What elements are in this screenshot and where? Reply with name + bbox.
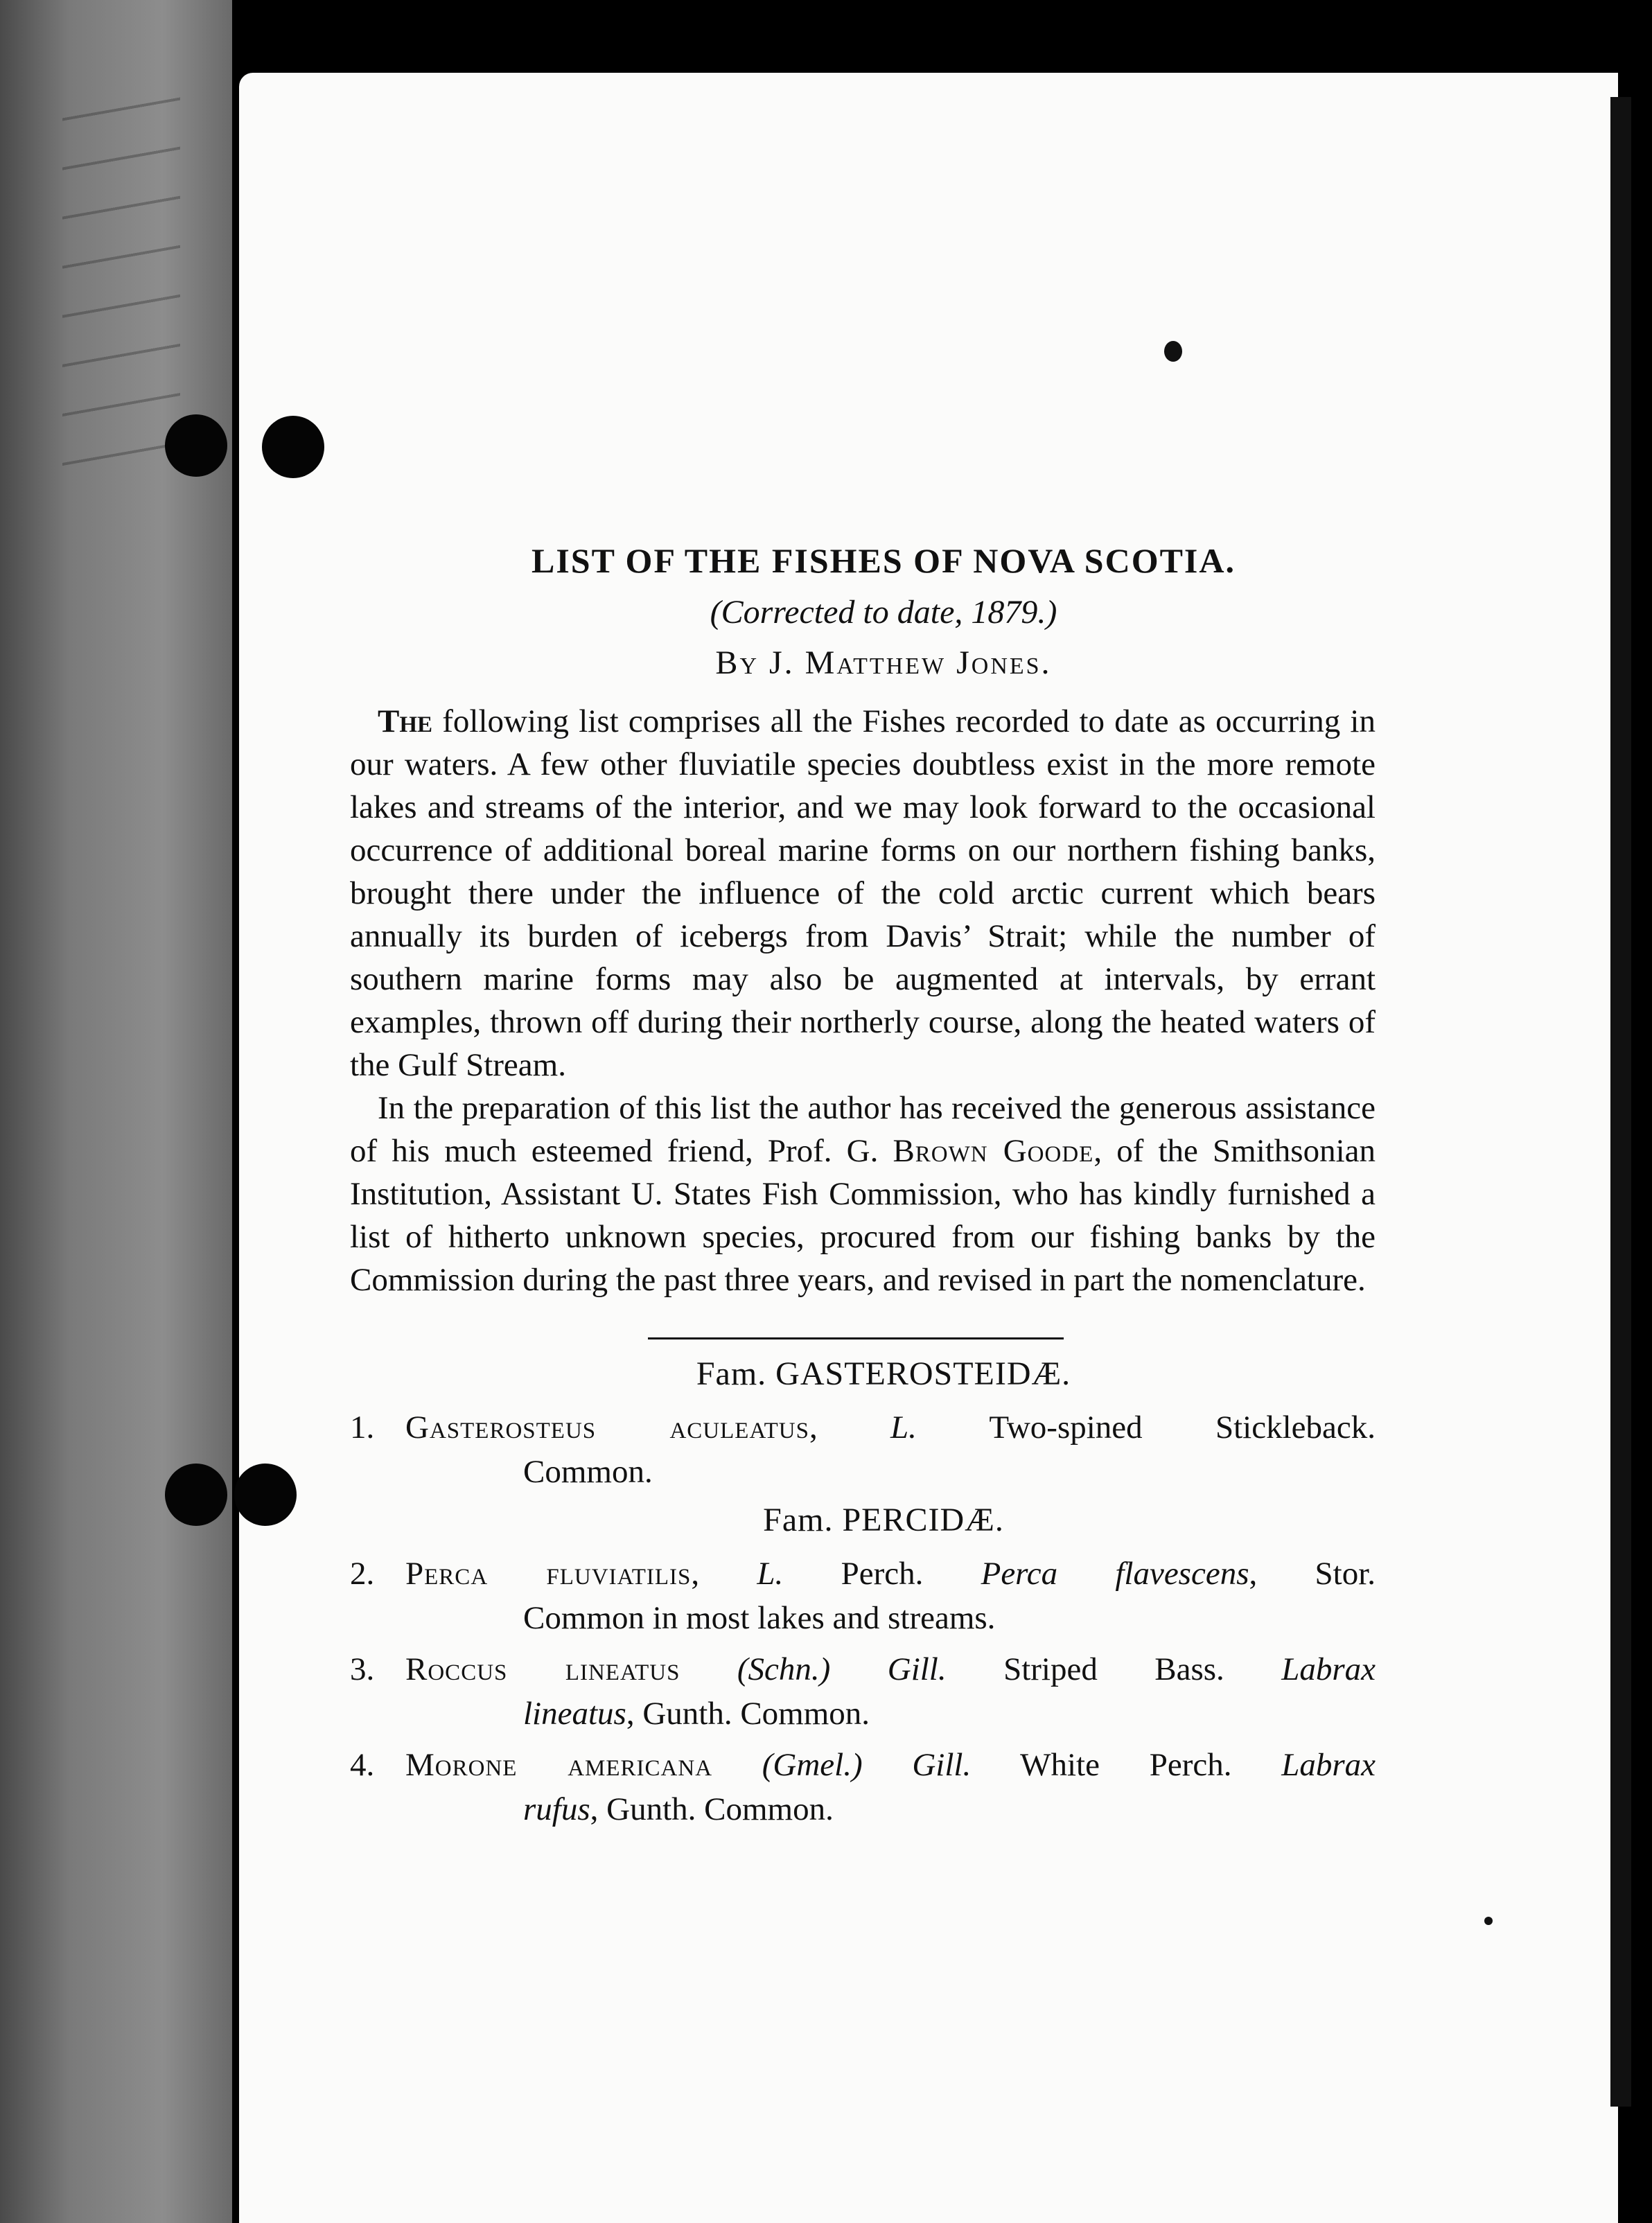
entry-line2: Common. [523,1454,653,1490]
synonym: Labrax [1281,1651,1376,1687]
handwritten-marks [62,97,180,485]
ack-text-a: In the preparation of this list the author has received the generous assistance of his much esteemed friend, Prof. G. [350,1090,1376,1169]
ink-speck-small [1484,1917,1493,1925]
entry-body [405,1743,1376,1831]
species-name: Roccus lineatus [405,1651,680,1687]
common-name: Perch. [841,1556,924,1592]
ack-name: Brown Goode [893,1133,1094,1169]
synonym: Labrax [1281,1747,1376,1783]
entry-line2: Common in most lakes and streams. [523,1600,996,1636]
entry-body [405,1647,1376,1736]
document-title: LIST OF THE FISHES OF NOVA SCOTIA. [531,541,1236,580]
ack-text-b: , of the Smithsonian Institution, Assistant U. States Fish Commission, who has kindly furnished a list of hitherto unknown species, procured from our fishing banks by the Commission during the past three years, and revised in part the nomenclature. [350,1133,1376,1298]
entry-line1 [405,1743,1376,1787]
ink-speck [1164,341,1182,362]
binding-hole-left-bottom [165,1464,227,1526]
species-authority: L. [757,1556,784,1592]
binding-hole-left-top [165,414,227,477]
entry-line1: Gasterosteus aculeatus, L. Two-spined Stickleback. [405,1409,1376,1446]
entry-line2-text: , Gunth. Common. [626,1696,870,1732]
entry-line2-text: , Gunth. Common. [590,1791,834,1827]
entry-line1 [405,1647,1376,1692]
entry-line2 [405,1787,1376,1831]
entry-line2 [405,1692,1376,1736]
binding-hole-right-bottom [234,1464,297,1526]
species-name: Gasterosteus aculeatus [405,1409,809,1446]
species-entry [350,1552,1376,1640]
species-entry [350,1743,1376,1831]
synonym-species: lineatus [523,1696,626,1732]
common-name: Striped Bass. [1003,1651,1224,1687]
entry-number: 4. [350,1747,375,1783]
species-name: Perca fluviatilis [405,1556,692,1592]
species-authority: (Schn.) Gill. [737,1651,947,1687]
document-body [350,541,1376,1838]
species-authority: (Gmel.) Gill. [762,1747,972,1783]
family-heading: Fam. GASTEROSTEIDÆ. [696,1355,1071,1392]
species-name: Morone americana [405,1747,713,1783]
intro-paragraph [350,700,1376,1087]
binding-hole-right-top [262,416,324,478]
intro-text: following list comprises all the Fishes recorded to date as occurring in our waters. A few other fluviatile species doubtless exist in the more remote lakes and streams of the interior, and we may look forward to the occasional occurrence of additional boreal marine forms on our northern fishing banks, brought there under the influence of the cold arctic current which bears annually its burden of icebergs from Davis’ Strait; while the number of southern marine forms may also be augmented at intervals, by errant examples, thrown off during their northerly course, along the heated waters of the Gulf Stream. [350,703,1376,1083]
document-subtitle: (Corrected to date, 1879.) [710,594,1057,631]
species-authority: L. [890,1409,917,1446]
family-heading: Fam. PERCIDÆ. [763,1502,1004,1538]
species-entry [350,1405,1376,1494]
synonym-authority: Stor. [1315,1556,1376,1592]
synonym: Perca flavescens [981,1556,1249,1592]
document-byline: By J. Matthew Jones. [715,644,1052,681]
intro-lead-word: The [378,703,433,739]
page-right-edge-shadow [1610,97,1631,2107]
entry-number: 3. [350,1651,375,1687]
entry-body [405,1405,1376,1494]
synonym-species: rufus [523,1791,590,1827]
common-name: Two-spined Stickleback. [989,1409,1376,1446]
entry-number: 2. [350,1556,375,1592]
species-entry [350,1647,1376,1736]
common-name: White Perch. [1020,1747,1232,1783]
section-divider [648,1337,1064,1339]
left-binding-board [0,0,232,2223]
acknowledgement-paragraph [350,1087,1376,1301]
entry-number: 1. [350,1409,375,1446]
entry-line1: Perca fluviatilis, L. Perch. Perca flavescens, Stor. [405,1556,1376,1592]
entry-body [405,1552,1376,1640]
